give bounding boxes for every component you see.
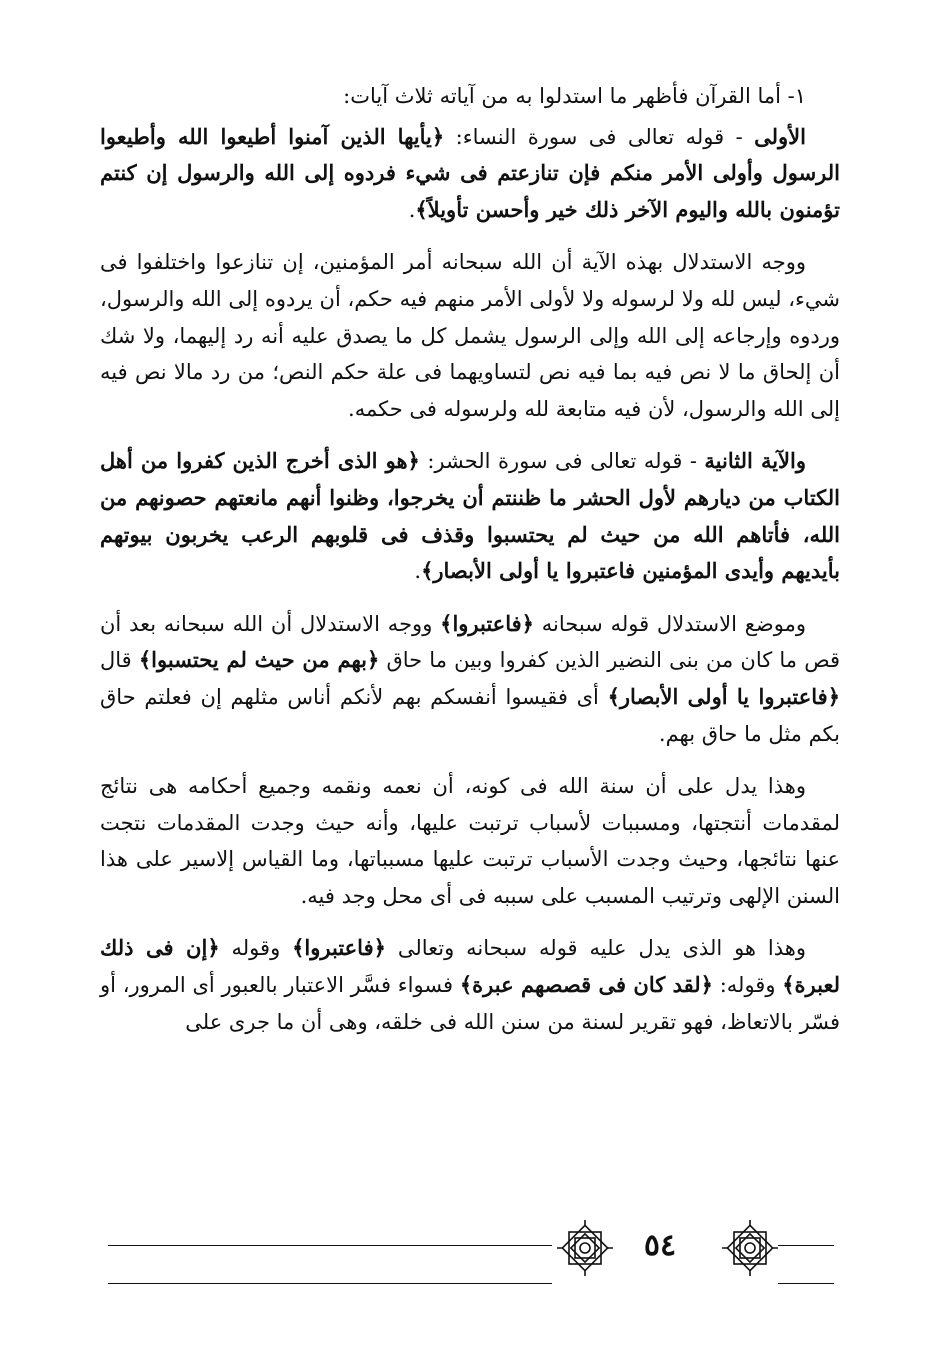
paragraph xyxy=(100,930,840,1040)
text-run: أى فقيسوا أنفسكم بهم لأنكم أناس مثلهم إن فعلتم حاق بكم مثل ما حاق بهم. xyxy=(100,684,840,746)
text-run: - قوله تعالى فى سورة الحشر: xyxy=(419,449,705,474)
text-run: فسواء فسَّر الاعتبار بالعبور أى المرور، أو فسّر بالاتعاظ، فهو تقرير لسنة من سنن الله فى خلقه، وهى أن ما جرى على xyxy=(100,973,840,1034)
quran-quote: ﴿إن فى ذلك لعبرة﴾ xyxy=(100,935,840,998)
text-run: وهذا هو الذى يدل عليه قوله سبحانه وتعالى xyxy=(385,936,806,961)
footer-rule-right-bottom xyxy=(778,1283,834,1284)
text-run: وقوله: xyxy=(712,973,783,998)
text-run: قال xyxy=(100,648,139,673)
text-run: ١- أما القرآن فأظهر ما استدلوا به من آياته ثلاث آيات: xyxy=(343,84,806,108)
page-body xyxy=(100,78,840,1056)
quran-quote: ﴿يأيها الذين آمنوا أطيعوا الله وأطيعوا الرسول وأولى الأمر منكم فإن تنازعتم فى شيء فردوه إلى الله والرسول إن كنتم تؤمنون بالله واليوم الآخر ذلك خير وأحسن تأويلاً﴾ xyxy=(100,123,840,222)
star-rosette-icon xyxy=(720,1218,780,1278)
text-run: وهذا يدل على أن سنة الله فى كونه، أن نعمه ونقمه وجميع أحكامه هى نتائج لمقدمات أنتجتها، ومسببات لأسباب ترتبت عليها، وأنه حيث وجدت المقدمات نتجت عنها نتائجها، وحيث وجدت الأسباب ترتبت عليها مسبباتها، وما القياس إلاسير على هذا السنن الإلهى وترتيب المسبب على سببه فى أى محل وجد فيه. xyxy=(100,774,840,908)
footer-rule-left-top xyxy=(108,1245,552,1246)
text-run: - قوله تعالى فى سورة النساء: xyxy=(444,124,755,149)
page-number: ٥٤ xyxy=(643,1228,677,1263)
page-footer xyxy=(0,1210,930,1310)
text-run: ووجه الاستدلال بهذه الآية أن الله سبحانه أمر المؤمنين، إن تنازعوا واختلفوا فى شيء، ليس لله ولا لرسوله ولا لأولى الأمر منهم فيه حكم، أن يردوه إلى الله والرسول، وردوه وإرجاعه إلى الله وإلى الرسول يشمل كل ما يصدق عليه أنه رد إليهما، ولا شك أن إلحاق ما لا نص فيه بما فيه نص لتساويهما فى علة حكم النص؛ من رد مالا نص فيه إلى الله والرسول، لأن فيه متابعة لله ولرسوله فى حكمه. xyxy=(100,250,840,421)
quran-quote: ﴿لقد كان فى قصصهم عبرة﴾ xyxy=(459,972,713,998)
text-run: ووجه الاستدلال أن الله سبحانه بعد أن قص ما كان من بنى النضير الذين كفروا وبين ما حاق xyxy=(100,611,840,673)
text-run: . xyxy=(414,559,422,584)
quran-quote: ﴿بهم من حيث لم يحتسبوا﴾ xyxy=(138,647,380,673)
quran-quote: ﴿فاعتبروا﴾ xyxy=(292,935,386,961)
quran-quote: ﴿هو الذى أخرج الذين كفروا من أهل الكتاب من ديارهم لأول الحشر ما ظننتم أن يخرجوا، وظنوا أنهم مانعتهم حصونهم من الله، فأتاهم الله من حيث لم يحتسبوا وقذف فى قلوبهم الرعب يخربون بيوتهم بأيديهم وأيدى المؤمنين فاعتبروا يا أولى الأبصار﴾ xyxy=(100,448,840,584)
paragraph xyxy=(100,768,840,914)
paragraph xyxy=(100,606,840,752)
footer-rule-left-bottom xyxy=(108,1283,552,1284)
paragraph xyxy=(100,78,840,115)
quran-quote: ﴿فاعتبروا يا أولى الأبصار﴾ xyxy=(607,683,840,709)
text-run: وموضع الاستدلال قوله سبحانه xyxy=(533,611,806,636)
footer-rule-right-top xyxy=(778,1245,834,1246)
quran-quote: ﴿فاعتبروا﴾ xyxy=(440,610,534,636)
star-rosette-icon xyxy=(555,1218,615,1278)
quran-quote: والآية الثانية xyxy=(704,448,806,474)
text-run: وقوله xyxy=(219,936,293,961)
paragraph xyxy=(100,119,840,229)
paragraph xyxy=(100,443,840,589)
paragraph xyxy=(100,244,840,427)
quran-quote: الأولى xyxy=(754,123,806,149)
text-run: . xyxy=(408,197,416,222)
